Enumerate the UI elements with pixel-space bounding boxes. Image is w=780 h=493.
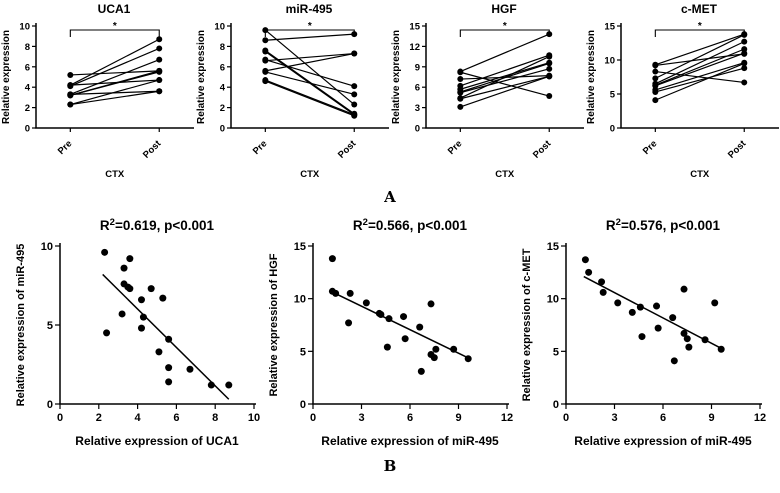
svg-text:Relative expression of HGF: Relative expression of HGF [268, 253, 280, 397]
svg-text:CTX: CTX [300, 169, 320, 180]
chart-scatter-mir495-hgf [265, 210, 515, 455]
svg-text:10: 10 [19, 21, 30, 33]
svg-text:2: 2 [24, 103, 30, 115]
chart-scatter-uca1-mir495 [12, 210, 262, 455]
svg-text:*: * [307, 21, 312, 32]
panel-b [0, 210, 780, 455]
svg-text:0: 0 [46, 399, 53, 411]
svg-text:R2=0.576, p<0.001: $R^2=0.576$, p<0.001 [605, 217, 721, 233]
svg-text:0: 0 [609, 123, 615, 135]
panel-a [0, 0, 780, 186]
svg-text:Pre: Pre [55, 138, 75, 157]
svg-text:Relative expression of miR-495: Relative expression of miR-495 [15, 243, 27, 407]
svg-text:10: 10 [214, 21, 225, 33]
svg-text:10: 10 [546, 293, 559, 306]
chart-uca1-paired [0, 0, 195, 186]
svg-text:10: 10 [293, 293, 306, 306]
mir495-paired-plot [195, 0, 390, 186]
svg-text:Relative expression of UCA1: Relative expression of UCA1 [75, 434, 239, 448]
svg-text:Relative expression of miR-495: Relative expression of miR-495 [574, 434, 752, 448]
svg-text:*: * [502, 21, 507, 32]
svg-text:4: 4 [24, 82, 30, 94]
svg-text:0: 0 [219, 123, 225, 135]
svg-text:CTX: CTX [495, 169, 515, 180]
uca1-paired-plot [0, 0, 195, 186]
svg-text:15: 15 [293, 241, 306, 253]
svg-text:9: 9 [708, 412, 715, 424]
svg-text:miR-495: miR-495 [285, 2, 333, 16]
svg-text:Relative expression of c-MET: Relative expression of c-MET [521, 248, 533, 402]
scatter-mir495-hgf-plot [265, 210, 515, 455]
svg-text:*: * [697, 21, 702, 32]
svg-text:Relative expression: Relative expression [196, 30, 207, 124]
svg-text:Post: Post [531, 138, 554, 161]
svg-text:10: 10 [604, 55, 615, 67]
panel-b-label: B [383, 457, 397, 475]
svg-text:R2=0.619, p<0.001: $R^2=0.619$, p<0.001 [99, 217, 215, 233]
chart-mir495-paired [195, 0, 390, 186]
svg-text:6: 6 [406, 412, 414, 424]
chart-cmet-paired [585, 0, 780, 186]
svg-text:c-MET: c-MET [681, 2, 717, 16]
svg-text:9: 9 [414, 62, 420, 74]
svg-text:CTX: CTX [105, 169, 125, 180]
svg-text:Relative expression of miR-495: Relative expression of miR-495 [321, 434, 499, 448]
svg-text:2: 2 [95, 412, 102, 424]
svg-text:CTX: CTX [690, 169, 710, 180]
svg-text:15: 15 [409, 21, 420, 33]
svg-text:8: 8 [24, 41, 30, 53]
scatter-uca1-mir495-plot [12, 210, 262, 455]
chart-scatter-mir495-cmet [518, 210, 768, 455]
cmet-paired-plot [585, 0, 780, 186]
svg-text:0: 0 [309, 412, 317, 424]
svg-text:6: 6 [24, 62, 30, 74]
chart-hgf-paired [390, 0, 585, 186]
svg-text:9: 9 [455, 412, 462, 424]
svg-text:3: 3 [414, 103, 420, 115]
svg-text:10: 10 [40, 241, 53, 253]
svg-text:12: 12 [409, 41, 420, 53]
svg-text:Pre: Pre [640, 138, 660, 157]
svg-text:10: 10 [247, 412, 261, 424]
panel-a-label: A [384, 188, 396, 206]
svg-text:15: 15 [546, 241, 559, 253]
svg-text:UCA1: UCA1 [97, 2, 131, 16]
svg-text:5: 5 [299, 346, 306, 359]
svg-text:Relative expression: Relative expression [391, 30, 402, 124]
svg-text:4: 4 [134, 412, 141, 424]
svg-text:Pre: Pre [445, 138, 465, 157]
svg-text:0: 0 [552, 399, 559, 411]
hgf-paired-plot [390, 0, 585, 186]
svg-text:6: 6 [173, 412, 180, 424]
svg-text:0: 0 [56, 412, 64, 424]
svg-text:Post: Post [141, 138, 164, 161]
svg-text:5: 5 [46, 320, 53, 332]
svg-text:3: 3 [358, 412, 365, 424]
svg-text:0: 0 [414, 123, 420, 135]
svg-text:3: 3 [611, 412, 618, 424]
svg-text:8: 8 [219, 41, 225, 53]
svg-text:0: 0 [562, 412, 570, 424]
svg-text:2: 2 [219, 103, 225, 115]
svg-text:12: 12 [753, 412, 767, 424]
svg-text:12: 12 [500, 412, 514, 424]
svg-text:HGF: HGF [491, 2, 517, 16]
svg-text:Relative expression: Relative expression [1, 30, 12, 124]
svg-text:4: 4 [219, 82, 225, 94]
svg-text:8: 8 [212, 412, 219, 424]
svg-text:Pre: Pre [250, 138, 270, 157]
scatter-mir495-cmet-plot [518, 210, 768, 455]
svg-text:*: * [112, 21, 117, 32]
svg-text:0: 0 [24, 123, 30, 135]
svg-text:5: 5 [552, 346, 559, 359]
svg-text:Post: Post [726, 138, 749, 161]
svg-text:6: 6 [219, 62, 225, 74]
svg-text:15: 15 [604, 21, 615, 33]
svg-text:0: 0 [299, 399, 306, 411]
svg-text:5: 5 [609, 89, 615, 101]
svg-text:6: 6 [414, 82, 420, 94]
svg-text:6: 6 [659, 412, 667, 424]
svg-text:R2=0.566, p<0.001: $R^2=0.566$, p<0.001 [352, 217, 468, 233]
svg-text:Post: Post [336, 138, 359, 161]
svg-text:Relative expression: Relative expression [586, 30, 597, 124]
